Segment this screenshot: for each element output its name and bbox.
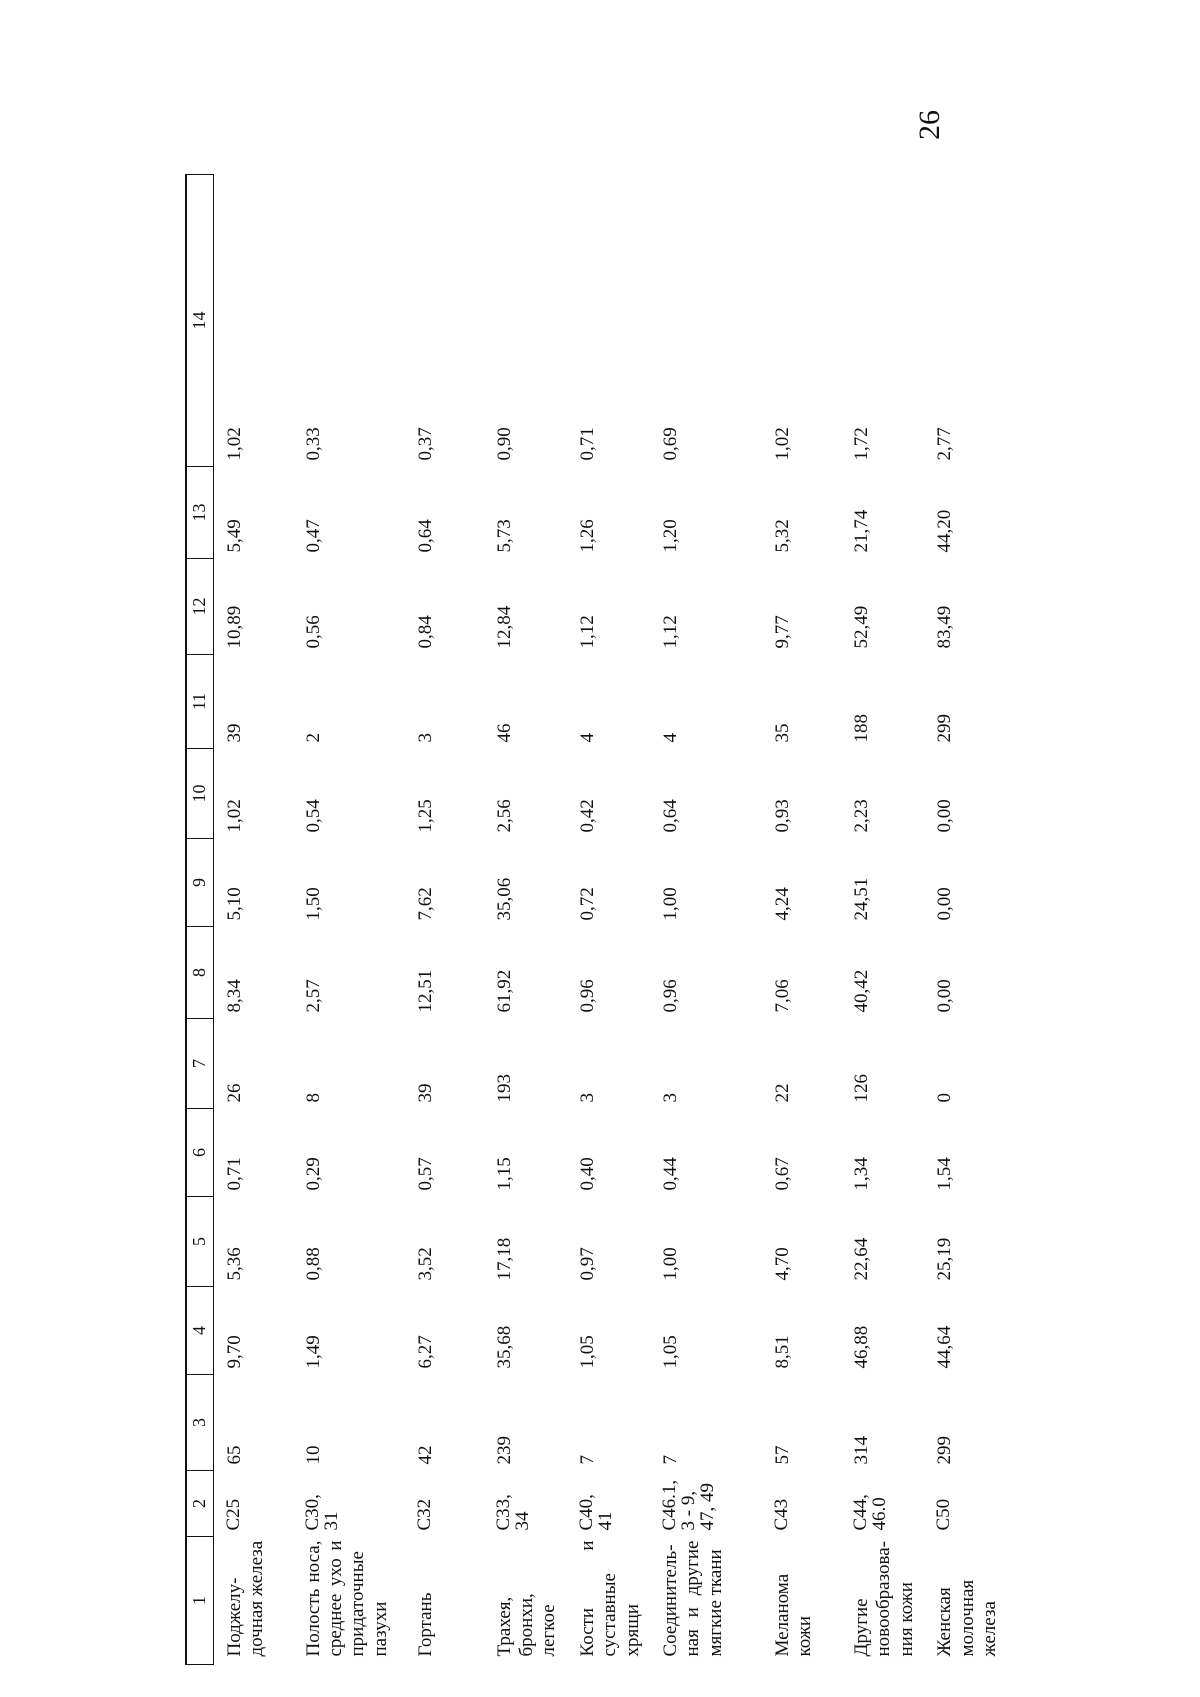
cell-col-4: 35,68 — [493, 1325, 515, 1369]
column-header-10: 10 — [186, 749, 214, 839]
cell-col-6: 0,71 — [224, 1157, 245, 1191]
cell-col-10: 0,42 — [576, 799, 598, 833]
cell-col-9: 24,51 — [850, 877, 872, 921]
cell-col-13: 5,32 — [771, 519, 793, 553]
cell-col-12: 52,49 — [850, 605, 872, 649]
cell-col-7: 26 — [224, 1083, 245, 1103]
row-site-name: Женская молочная железа — [934, 1579, 1000, 1657]
cell-col-3: 7 — [659, 1455, 681, 1465]
cell-col-14: 0,90 — [493, 427, 515, 461]
cell-col-14: 0,33 — [302, 427, 324, 461]
row-site-name: Соединитель-ная и другие мягкие ткани — [659, 1540, 726, 1657]
cell-col-6: 0,40 — [576, 1157, 598, 1191]
table-row — [650, 175, 762, 1665]
cell-col-7: 39 — [414, 1083, 436, 1103]
table-row — [405, 175, 484, 1665]
cell-col-7: 22 — [771, 1083, 793, 1103]
cell-col-3: 10 — [302, 1445, 324, 1465]
column-header-14: 14 — [186, 175, 214, 467]
cell-col-6: 1,54 — [934, 1157, 956, 1191]
cell-col-4: 1,49 — [302, 1335, 324, 1369]
row-site-name: Меланома кожи — [771, 1573, 816, 1657]
table-body — [214, 175, 1008, 1665]
cell-col-10: 2,56 — [493, 799, 515, 833]
cell-col-6: 0,57 — [414, 1157, 436, 1191]
cell-col-8: 7,06 — [771, 979, 793, 1013]
cell-col-11: 35 — [771, 723, 793, 743]
row-icd-code: C44, 46.0 — [849, 1494, 890, 1531]
cell-col-12: 10,89 — [224, 605, 245, 649]
cell-col-5: 5,36 — [224, 1247, 245, 1281]
cell-col-8: 12,51 — [414, 969, 436, 1013]
cell-col-9: 7,62 — [414, 887, 436, 921]
cell-col-8: 2,57 — [302, 979, 324, 1013]
row-site-name: Другие новообразова-ния кожи — [850, 1541, 917, 1657]
cell-col-13: 44,20 — [934, 509, 956, 553]
table-row — [841, 175, 924, 1665]
cell-col-10: 0,54 — [302, 799, 324, 833]
cell-col-6: 0,67 — [771, 1157, 793, 1191]
table-row — [214, 175, 293, 1665]
cell-col-12: 83,49 — [934, 605, 956, 649]
cell-col-9: 0,00 — [934, 887, 956, 921]
column-header-4: 4 — [186, 1287, 214, 1375]
cell-col-13: 5,73 — [493, 519, 515, 553]
cell-col-6: 0,44 — [659, 1157, 681, 1191]
cell-col-12: 1,12 — [576, 615, 598, 649]
cell-col-13: 0,47 — [302, 519, 324, 553]
cell-col-12: 0,84 — [414, 615, 436, 649]
cell-col-9: 35,06 — [493, 877, 515, 921]
row-icd-code: C30, 31 — [301, 1494, 342, 1531]
column-header-1: 1 — [186, 1537, 214, 1665]
cell-col-11: 299 — [934, 714, 956, 743]
cell-col-4: 9,70 — [224, 1335, 245, 1369]
row-icd-code: C25 — [223, 1498, 244, 1531]
cell-col-7: 193 — [493, 1074, 515, 1103]
cell-col-5: 3,52 — [414, 1247, 436, 1281]
cell-col-9: 4,24 — [771, 887, 793, 921]
cell-col-3: 7 — [576, 1455, 598, 1465]
cell-col-10: 2,23 — [850, 799, 872, 833]
cell-col-13: 21,74 — [850, 509, 872, 553]
table-row — [924, 175, 1007, 1665]
cell-col-3: 57 — [771, 1445, 793, 1465]
cell-col-11: 2 — [302, 733, 324, 743]
row-icd-code: C43 — [770, 1498, 792, 1531]
cell-col-5: 22,64 — [850, 1237, 872, 1281]
cell-col-8: 0,96 — [659, 979, 681, 1013]
cell-col-3: 314 — [850, 1436, 872, 1465]
column-header-2: 2 — [186, 1471, 214, 1537]
cell-col-13: 0,64 — [414, 519, 436, 553]
cell-col-14: 1,72 — [850, 427, 872, 461]
cell-col-12: 9,77 — [771, 615, 793, 649]
cell-col-4: 6,27 — [414, 1335, 436, 1369]
cell-col-4: 1,05 — [659, 1335, 681, 1369]
cell-col-9: 1,50 — [302, 887, 324, 921]
cell-col-5: 4,70 — [771, 1247, 793, 1281]
cell-col-3: 65 — [224, 1445, 245, 1465]
row-icd-code: C46.1, 3 - 9, 47, 49 — [658, 1479, 718, 1531]
cell-col-12: 0,56 — [302, 615, 324, 649]
cell-col-4: 8,51 — [771, 1335, 793, 1369]
row-site-name: Кости и суставные хрящи — [576, 1540, 643, 1657]
cell-col-11: 46 — [493, 723, 515, 743]
cell-col-5: 0,88 — [302, 1247, 324, 1281]
cell-col-10: 0,93 — [771, 799, 793, 833]
statistics-table — [185, 174, 1007, 1665]
cell-col-6: 0,29 — [302, 1157, 324, 1191]
cell-col-13: 1,26 — [576, 519, 598, 553]
cell-col-14: 0,71 — [576, 427, 598, 461]
table-header-row — [186, 175, 214, 1665]
cell-col-8: 61,92 — [493, 969, 515, 1013]
cell-col-10: 0,64 — [659, 799, 681, 833]
cell-col-8: 0,96 — [576, 979, 598, 1013]
row-icd-code: C50 — [933, 1498, 955, 1531]
cell-col-5: 0,97 — [576, 1247, 598, 1281]
cell-col-6: 1,34 — [850, 1157, 872, 1191]
column-header-12: 12 — [186, 559, 214, 655]
cell-col-14: 0,37 — [414, 427, 436, 461]
cell-col-8: 8,34 — [224, 979, 245, 1013]
cell-col-11: 4 — [659, 733, 681, 743]
cell-col-7: 8 — [302, 1093, 324, 1103]
column-header-11: 11 — [186, 655, 214, 749]
cell-col-8: 40,42 — [850, 969, 872, 1013]
column-header-7: 7 — [186, 1019, 214, 1109]
cell-col-5: 1,00 — [659, 1247, 681, 1281]
cell-col-6: 1,15 — [493, 1157, 515, 1191]
cell-col-14: 1,02 — [771, 427, 793, 461]
column-header-3: 3 — [186, 1375, 214, 1471]
table-row — [762, 175, 841, 1665]
cell-col-10: 1,02 — [224, 799, 245, 833]
cell-col-4: 46,88 — [850, 1325, 872, 1369]
cell-col-11: 188 — [850, 714, 872, 743]
page-number: 26 — [913, 110, 946, 140]
column-header-5: 5 — [186, 1197, 214, 1287]
cell-col-12: 12,84 — [493, 605, 515, 649]
cell-col-11: 3 — [414, 733, 436, 743]
cell-col-8: 0,00 — [934, 979, 956, 1013]
column-header-9: 9 — [186, 839, 214, 927]
cell-col-7: 3 — [576, 1093, 598, 1103]
cell-col-14: 1,02 — [224, 427, 245, 461]
cell-col-5: 25,19 — [934, 1237, 956, 1281]
cell-col-7: 0 — [934, 1093, 956, 1103]
cell-col-10: 0,00 — [934, 799, 956, 833]
row-icd-code: C33, 34 — [492, 1494, 533, 1531]
cell-col-14: 0,69 — [659, 427, 681, 461]
cell-col-14: 2,77 — [934, 427, 956, 461]
table-row — [567, 175, 650, 1665]
cell-col-7: 126 — [850, 1074, 872, 1103]
column-header-6: 6 — [186, 1109, 214, 1197]
table-row — [293, 175, 405, 1665]
row-site-name: Поджелу-дочная железа — [224, 1540, 268, 1657]
cell-col-13: 5,49 — [224, 519, 245, 553]
statistics-table-container — [185, 275, 1035, 1665]
row-site-name: Трахея, бронхи, легкое — [493, 1593, 560, 1657]
table-row — [484, 175, 567, 1665]
column-header-8: 8 — [186, 927, 214, 1019]
cell-col-4: 1,05 — [576, 1335, 598, 1369]
cell-col-5: 17,18 — [493, 1237, 515, 1281]
cell-col-11: 39 — [224, 723, 245, 743]
cell-col-10: 1,25 — [414, 799, 436, 833]
row-icd-code: C32 — [413, 1498, 435, 1531]
cell-col-7: 3 — [659, 1093, 681, 1103]
cell-col-9: 1,00 — [659, 887, 681, 921]
cell-col-3: 239 — [493, 1436, 515, 1465]
cell-col-9: 0,72 — [576, 887, 598, 921]
row-site-name: Гортань — [414, 1592, 436, 1657]
row-site-name: Полость носа, среднее ухо и придаточные пазухи — [302, 1540, 391, 1657]
cell-col-12: 1,12 — [659, 615, 681, 649]
cell-col-4: 44,64 — [934, 1325, 956, 1369]
cell-col-11: 4 — [576, 733, 598, 743]
cell-col-9: 5,10 — [224, 887, 245, 921]
row-icd-code: C40, 41 — [575, 1494, 616, 1531]
cell-col-3: 42 — [414, 1445, 436, 1465]
column-header-13: 13 — [186, 467, 214, 559]
cell-col-3: 299 — [934, 1436, 956, 1465]
cell-col-13: 1,20 — [659, 519, 681, 553]
